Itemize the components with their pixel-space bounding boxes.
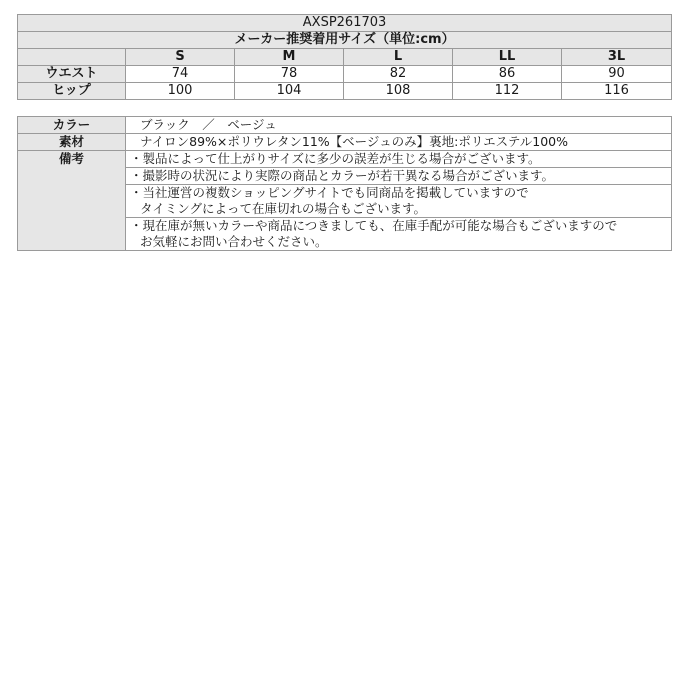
note-line: お気軽にお問い合わせください。 <box>140 234 328 249</box>
note-line: ・現在庫が無いカラーや商品につきましても、在庫手配が可能な場合もございますので <box>130 218 618 233</box>
note-item <box>126 151 672 168</box>
notes-label: 備考 <box>18 151 126 251</box>
waist-ll: 86 <box>453 66 562 83</box>
row-label-hip: ヒップ <box>18 83 126 100</box>
info-table <box>17 116 672 251</box>
color-row <box>18 117 672 134</box>
note-line: ・製品によって仕上がりサイズに多少の誤差が生じる場合がございます。 <box>130 151 541 166</box>
product-code: AXSP261703 <box>18 15 672 32</box>
row-label-waist: ウエスト <box>18 66 126 83</box>
hip-3l: 116 <box>562 83 672 100</box>
note-item <box>126 185 672 218</box>
size-table <box>17 14 672 100</box>
corner-cell <box>18 49 126 66</box>
size-header-row <box>18 49 672 66</box>
waist-l: 82 <box>344 66 453 83</box>
size-table-header: メーカー推奨着用サイズ（単位:cm） <box>18 32 672 49</box>
size-label-s: S <box>126 49 235 66</box>
size-label-l: L <box>344 49 453 66</box>
table-row <box>18 83 672 100</box>
size-label-3l: 3L <box>562 49 672 66</box>
notes-row <box>18 151 672 168</box>
waist-s: 74 <box>126 66 235 83</box>
note-item <box>126 218 672 251</box>
hip-ll: 112 <box>453 83 562 100</box>
note-line: タイミングによって在庫切れの場合もございます。 <box>140 201 427 216</box>
material-row <box>18 134 672 151</box>
waist-3l: 90 <box>562 66 672 83</box>
size-label-ll: LL <box>453 49 562 66</box>
material-value: ナイロン89%×ポリウレタン11%【ベージュのみ】裏地:ポリエステル100% <box>126 134 672 151</box>
material-label: 素材 <box>18 134 126 151</box>
hip-l: 108 <box>344 83 453 100</box>
hip-s: 100 <box>126 83 235 100</box>
note-line: ・当社運営の複数ショッピングサイトでも同商品を掲載していますので <box>130 185 529 200</box>
waist-m: 78 <box>235 66 344 83</box>
note-line: ・撮影時の状況により実際の商品とカラーが若干異なる場合がございます。 <box>130 168 555 183</box>
size-label-m: M <box>235 49 344 66</box>
note-item <box>126 168 672 185</box>
hip-m: 104 <box>235 83 344 100</box>
color-label: カラー <box>18 117 126 134</box>
table-row <box>18 66 672 83</box>
color-value: ブラック ／ ベージュ <box>126 117 672 134</box>
